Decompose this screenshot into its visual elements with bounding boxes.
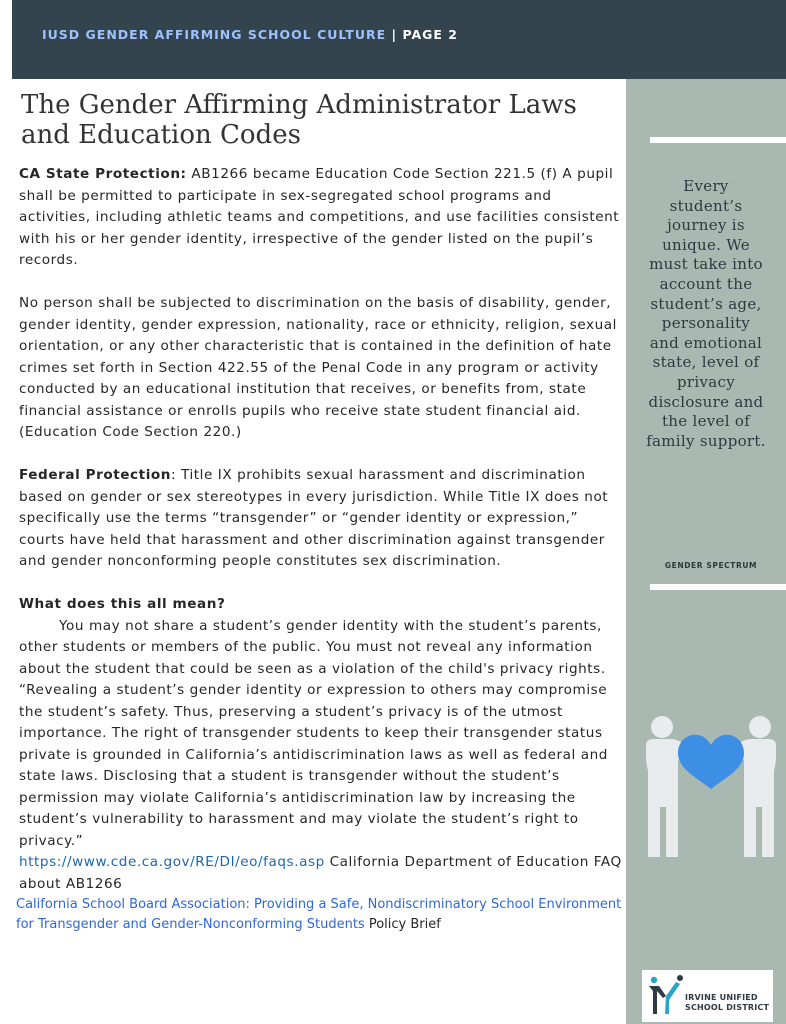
header-title bbox=[42, 27, 458, 42]
page-title: The Gender Affirming Administrator Laws and Education Codes bbox=[21, 90, 577, 150]
federal-paragraph bbox=[19, 465, 627, 573]
district-logo bbox=[642, 970, 773, 1022]
cde-reference bbox=[19, 852, 627, 895]
csba-policy-link[interactable]: California School Board Association: Providing a Safe, Nondiscriminatory School Environment for Transgender and Gender-Nonconforming Students bbox=[16, 897, 622, 932]
sidebar-divider-top bbox=[650, 137, 786, 143]
district-name-line1: IRVINE UNIFIED bbox=[685, 993, 758, 1002]
meaning-paragraph: You may not share a student’s gender identity with the student’s parents, other students or members of the public. You must not reveal any information about the student that could be seen as a violation of the child's privacy rights. “Revealing a student’s gender identity or expression to others may compromise the student’s safety. Thus, preserving a student’s privacy is of the utmost importance. The right of transgender students to keep their transgender status private is grounded in California’s antidiscrimination laws as well as federal and state laws. Disclosing that a student is transgender without the student’s permission may violate California’s antidiscrimination law by increasing the student’s vulnerability to harassment and may violate the student’s right to privacy.” bbox=[19, 617, 608, 849]
ca-state-label: CA State Protection: bbox=[19, 166, 187, 182]
ca-state-text: AB1266 became Education Code Section 221.5 (f) A pupil shall be permitted to participate in sex-segregated school programs and activities, including athletic teams and competitions, and use facilities consistent with his or her gender identity, irrespective of the gender listed on the pupil’s records. bbox=[19, 166, 620, 268]
header-separator: | bbox=[391, 27, 398, 42]
header-series-title: IUSD GENDER AFFIRMING SCHOOL CULTURE bbox=[42, 27, 387, 42]
page-header bbox=[12, 0, 786, 79]
csba-policy-suffix: Policy Brief bbox=[368, 917, 441, 932]
district-logo-icon bbox=[646, 974, 686, 1018]
main-body bbox=[16, 164, 627, 935]
csba-reference bbox=[16, 895, 627, 935]
district-name bbox=[685, 993, 769, 1012]
discrimination-paragraph: No person shall be subjected to discrimination on the basis of disability, gender, gender identity, gender expression, nationality, race or ethnicity, religion, sexual orientation, or any other characteristic that is contained in the definition of hate crimes set forth in Section 422.55 of the Penal Code in any program or activity conducted by an educational institution that receives, or benefits from, state financial assistance or enrolls pupils who receive state student financial aid. (Education Code Section 220.) bbox=[19, 295, 618, 440]
quote-source: GENDER SPECTRUM bbox=[664, 561, 758, 570]
header-page-label: PAGE 2 bbox=[402, 27, 458, 42]
two-people-holding-heart-icon bbox=[636, 707, 786, 857]
district-name-line2: SCHOOL DISTRICT bbox=[685, 1002, 770, 1012]
sidebar-quote: Every student’s journey is unique. We must take into account the student’s age, personality and emotional state, level of privacy disclosure and the level of family support. bbox=[646, 177, 766, 450]
federal-label: Federal Protection bbox=[19, 467, 172, 483]
sidebar-divider-bottom bbox=[650, 584, 786, 590]
sidebar bbox=[626, 79, 786, 1024]
federal-text: : Title IX prohibits sexual harassment and discrimination based on gender or sex stereotypes in every jurisdiction. While Title IX does not specifically use the terms “transgender” or “gender identity or expression,” courts have held that harassment and other discrimination against transgender and gender nonconforming people constitutes sex discrimination. bbox=[19, 467, 609, 569]
cde-link-description: California Department of Education FAQ about AB1266 bbox=[19, 854, 622, 892]
cde-faq-link[interactable]: https://www.cde.ca.gov/RE/DI/eo/faqs.asp bbox=[19, 854, 325, 870]
meaning-heading: What does this all mean? bbox=[19, 596, 226, 612]
ca-state-paragraph bbox=[19, 164, 627, 272]
